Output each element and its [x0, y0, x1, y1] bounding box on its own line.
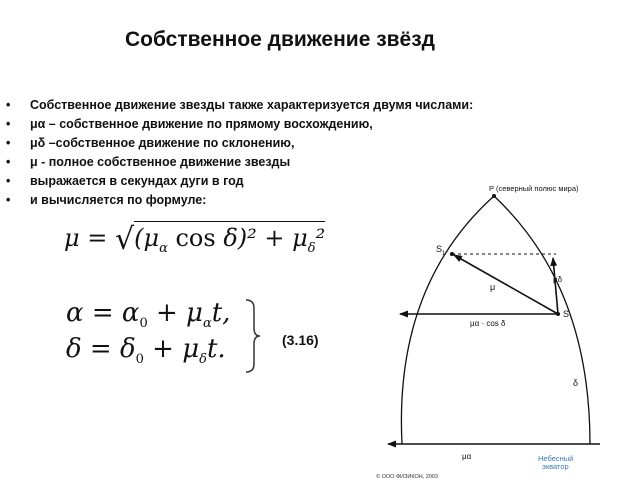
bullet-text: Собственное движение звезды также характеризуется двумя числами: — [30, 98, 474, 112]
equator-label: Небесный экватор — [538, 454, 574, 471]
formula-brace — [242, 298, 264, 374]
s-label: S — [563, 309, 570, 319]
bullet-dot: • — [6, 174, 11, 188]
bullet-dot: • — [6, 98, 11, 112]
mu-delta-vector — [553, 258, 558, 314]
s1-label: $S_1$ — [436, 244, 446, 257]
bullet-dot: • — [6, 193, 11, 207]
pole-label: P (северный полюс мира) — [489, 184, 579, 193]
bullet-text: μ - полное собственное движение звезды — [30, 155, 291, 169]
equation-number: (3.16) — [282, 332, 319, 348]
alpha-evolution-formula: $\alpha = \alpha_0 + \mu_\alpha t$, — [66, 298, 231, 332]
mu-alpha-cos-label: μα · cos δ — [470, 319, 506, 328]
proper-motion-formula: $\mu = √(\mu_\alpha$ $\cos \delta)^2 + \mu_\delta^2$ — [64, 222, 326, 257]
mu-label: μ — [490, 282, 496, 292]
bullet-text: и вычисляется по формуле: — [30, 193, 207, 207]
bullet-item — [6, 96, 473, 115]
bullet-text: μα – собственное движение по прямому восхождению, — [30, 117, 373, 131]
mu-delta-label: μδ — [553, 275, 563, 284]
right-meridian — [494, 196, 590, 444]
bullet-dot: • — [6, 155, 11, 169]
bullet-text: выражается в секундах дуги в год — [30, 174, 244, 188]
mu-vector — [454, 255, 558, 314]
celestial-diagram — [370, 176, 630, 480]
mu-alpha-label: μα — [462, 452, 472, 461]
slide-title: Собственное движение звёзд — [124, 28, 436, 51]
bullet-dot: • — [6, 136, 11, 150]
delta-evolution-formula: $\delta = \delta_0 + \mu_\delta t$. — [66, 334, 226, 368]
bullet-item — [6, 134, 473, 153]
s1-point — [450, 252, 454, 256]
bullet-item — [6, 115, 473, 134]
bullet-item — [6, 153, 473, 172]
bullet-text: μδ –собственное движение по склонению, — [30, 136, 295, 150]
bullet-dot: • — [6, 117, 11, 131]
pole-point — [492, 194, 496, 198]
copyright-text: © ООО ФИЗИКОН, 2003 — [376, 474, 439, 480]
delta-label: δ — [573, 378, 579, 388]
